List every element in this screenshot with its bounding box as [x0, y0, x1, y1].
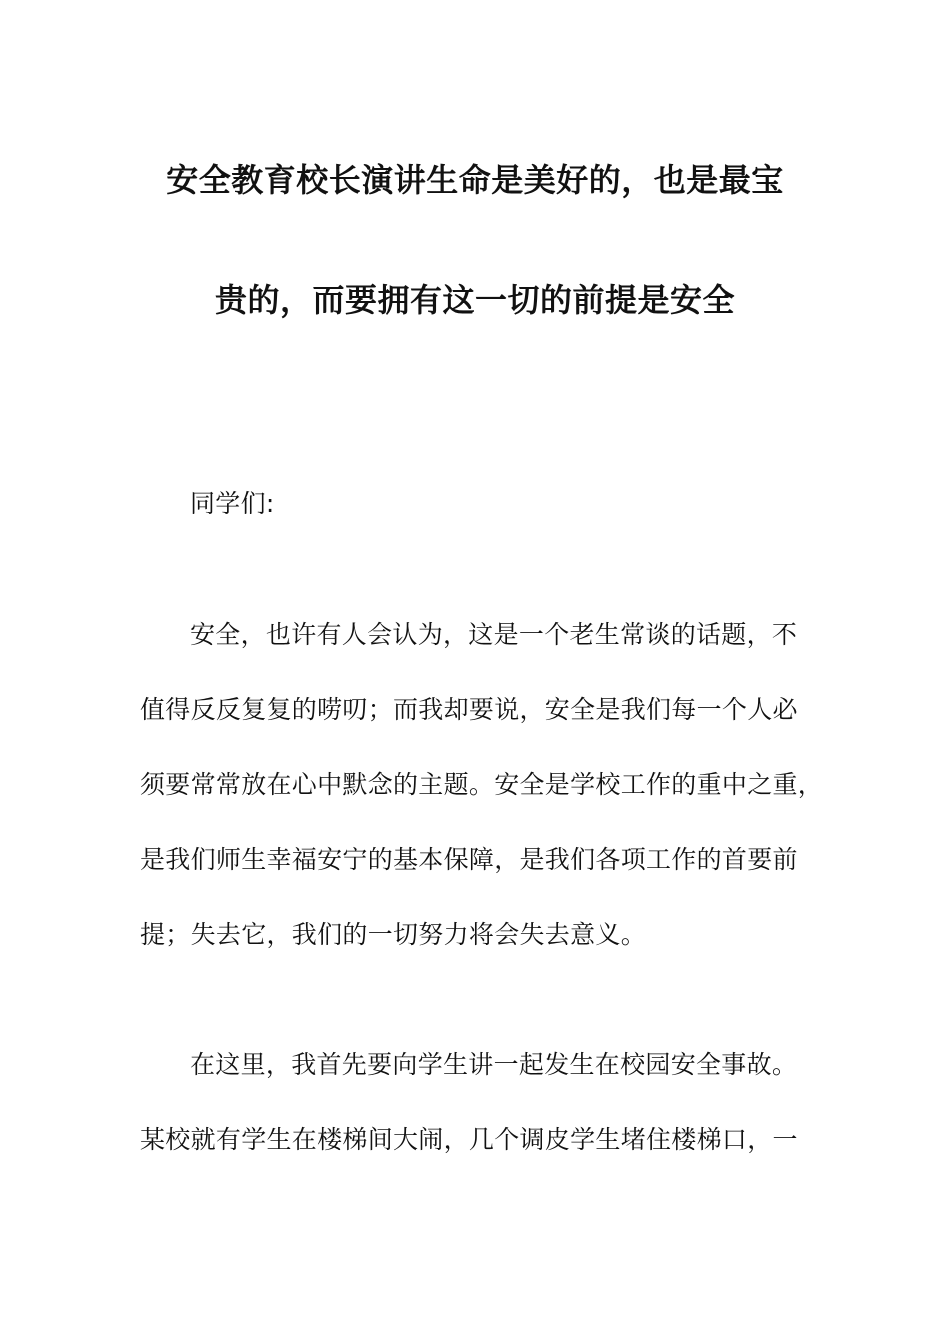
paragraph-2-line-2: 某校就有学生在楼梯间大闹，几个调皮学生堵住楼梯口，一 [140, 1125, 798, 1154]
paragraph-1-line-1: 安全，也许有人会认为，这是一个老生常谈的话题，不 [190, 620, 798, 649]
salutation: 同学们: [190, 489, 275, 518]
paragraph-1-line-5: 提；失去它，我们的一切努力将会失去意义。 [140, 920, 647, 949]
document-title-line-1: 安全教育校长演讲生命是美好的，也是最宝 [166, 161, 784, 199]
document-title-line-2: 贵的，而要拥有这一切的前提是安全 [214, 281, 735, 319]
paragraph-1-line-2: 值得反反复复的唠叨；而我却要说，安全是我们每一个人必 [140, 695, 798, 724]
paragraph-1-line-4: 是我们师生幸福安宁的基本保障，是我们各项工作的首要前 [140, 845, 798, 874]
paragraph-2-line-1: 在这里，我首先要向学生讲一起发生在校园安全事故。 [190, 1050, 798, 1079]
paragraph-1-line-3: 须要常常放在心中默念的主题。安全是学校工作的重中之重， [140, 770, 824, 799]
